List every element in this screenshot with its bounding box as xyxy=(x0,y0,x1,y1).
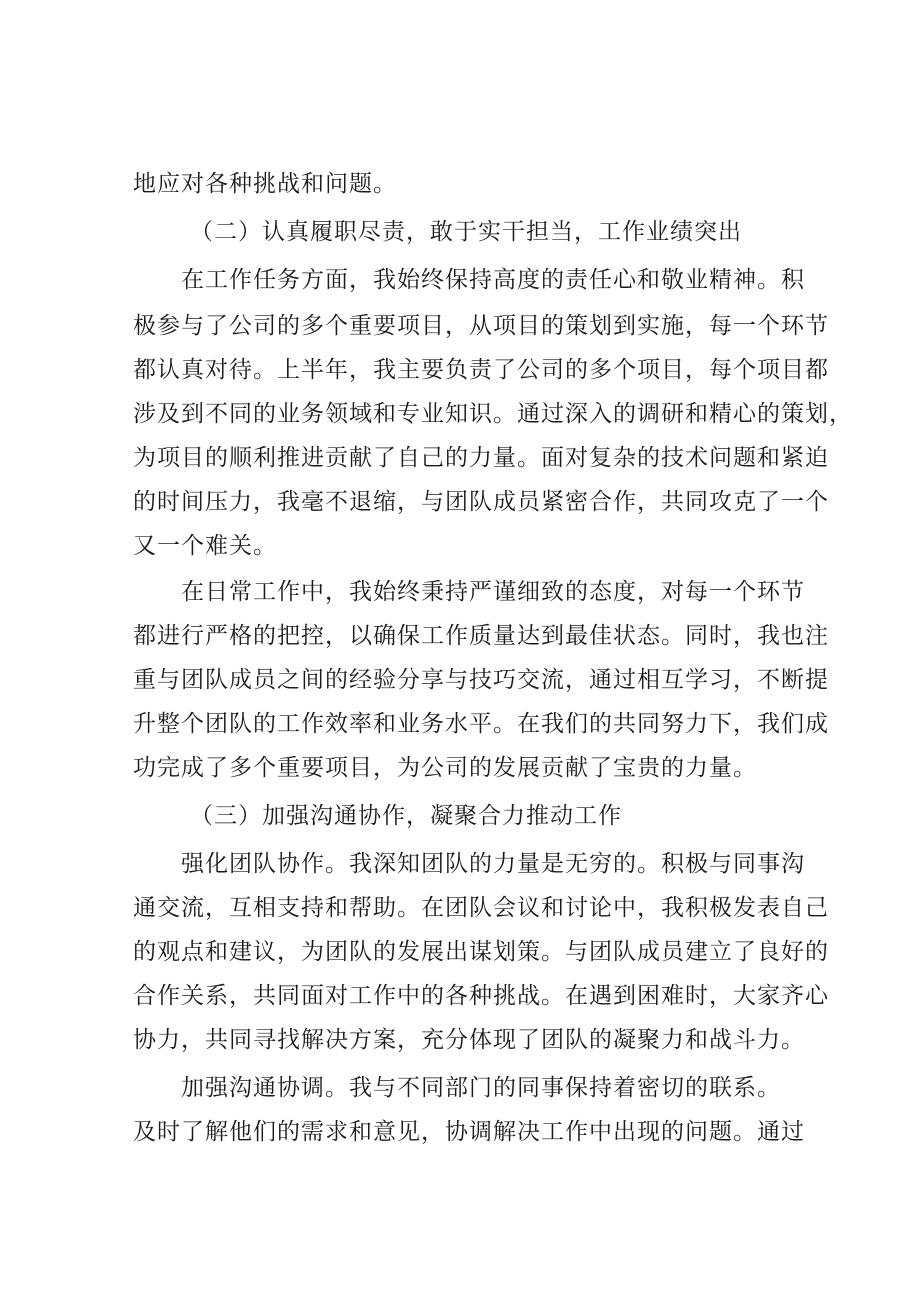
paragraph-line: 极参与了公司的多个重要项目，从项目的策划到实施，每一个环节 xyxy=(133,313,829,339)
paragraph-line: 加强沟通协调。我与不同部门的同事保持着密切的联系。 xyxy=(181,1075,781,1101)
paragraph-line: 协力，共同寻找解决方案，充分体现了团队的凝聚力和战斗力。 xyxy=(133,1027,805,1053)
paragraph-line: 都认真对待。上半年，我主要负责了公司的多个项目，每个项目都 xyxy=(133,357,829,383)
paragraph-line: 在工作任务方面，我始终保持高度的责任心和敬业精神。积 xyxy=(181,267,805,293)
paragraph-line: 涉及到不同的业务领域和专业知识。通过深入的调研和精心的策划， xyxy=(133,401,853,427)
paragraph-line: 的时间压力，我毫不退缩，与团队成员紧密合作，共同攻克了一个 xyxy=(133,489,829,515)
paragraph-line: 在日常工作中，我始终秉持严谨细致的态度，对每一个环节 xyxy=(181,579,805,605)
section-heading-3: （三）加强沟通协作，凝聚合力推动工作 xyxy=(190,803,622,829)
paragraph-line: 合作关系，共同面对工作中的各种挑战。在遇到困难时，大家齐心 xyxy=(133,983,829,1009)
paragraph-line: 重与团队成员之间的经验分享与技巧交流，通过相互学习，不断提 xyxy=(133,667,829,693)
paragraph-line: 功完成了多个重要项目，为公司的发展贡献了宝贵的力量。 xyxy=(133,755,757,781)
paragraph-line: 为项目的顺利推进贡献了自己的力量。面对复杂的技术问题和紧迫 xyxy=(133,445,829,471)
paragraph-line: 的观点和建议，为团队的发展出谋划策。与团队成员建立了良好的 xyxy=(133,939,829,965)
paragraph-line: 地应对各种挑战和问题。 xyxy=(133,171,397,197)
paragraph-line: 又一个难关。 xyxy=(133,533,277,559)
paragraph-line: 升整个团队的工作效率和业务水平。在我们的共同努力下，我们成 xyxy=(133,711,829,737)
paragraph-line: 通交流，互相支持和帮助。在团队会议和讨论中，我积极发表自己 xyxy=(133,895,829,921)
paragraph-line: 强化团队协作。我深知团队的力量是无穷的。积极与同事沟 xyxy=(181,851,805,877)
paragraph-line: 及时了解他们的需求和意见，协调解决工作中出现的问题。通过 xyxy=(133,1119,805,1145)
paragraph-line: 都进行严格的把控，以确保工作质量达到最佳状态。同时，我也注 xyxy=(133,623,829,649)
section-heading-2: （二）认真履职尽责，敢于实干担当，工作业绩突出 xyxy=(190,219,742,245)
